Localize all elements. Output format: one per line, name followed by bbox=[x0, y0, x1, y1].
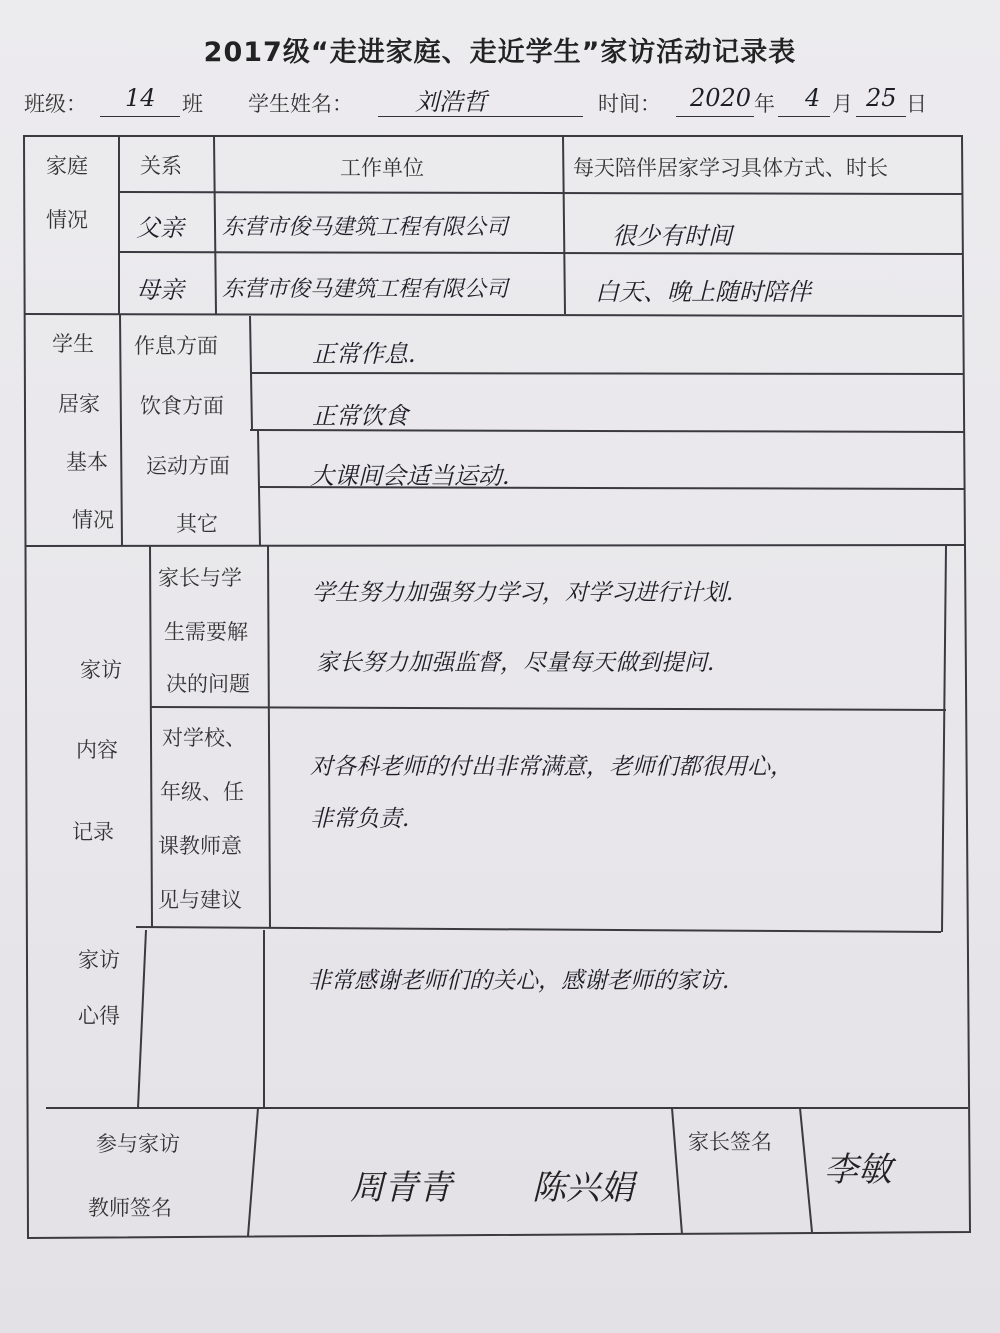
class-suffix: 班 bbox=[182, 92, 203, 116]
reflection-label-2: 心得 bbox=[78, 1004, 120, 1028]
diet-value: 正常饮食 bbox=[312, 402, 408, 430]
mother-accompany: 白天、晚上随时陪伴 bbox=[595, 278, 811, 306]
record-section-label-2: 内容 bbox=[76, 738, 118, 762]
col-work-header: 工作单位 bbox=[340, 156, 424, 180]
record-section-label-3: 记录 bbox=[72, 820, 114, 844]
problems-label-1: 家长与学 bbox=[158, 566, 242, 590]
reflection-text: 非常感谢老师们的关心，感谢老师的家访. bbox=[308, 968, 730, 994]
time-year-unit: 年 bbox=[754, 92, 775, 116]
home-section-label-3: 基本 bbox=[66, 450, 108, 474]
col-relation-header: 关系 bbox=[140, 154, 182, 178]
problems-label-3: 决的问题 bbox=[166, 672, 250, 696]
record-section-label-1: 家访 bbox=[80, 658, 122, 682]
diet-label: 饮食方面 bbox=[140, 394, 224, 418]
opinions-line-1: 对各科老师的付出非常满意，老师们都很用心， bbox=[310, 754, 793, 780]
teacher-signature-label-1: 参与家访 bbox=[96, 1132, 180, 1156]
home-section-label-1: 学生 bbox=[52, 332, 94, 356]
time-day: 25 bbox=[866, 84, 897, 112]
exercise-label: 运动方面 bbox=[146, 454, 230, 478]
teacher-signature-2: 陈兴娟 bbox=[532, 1168, 634, 1208]
time-day-unit: 日 bbox=[906, 92, 927, 116]
home-section-label-2: 居家 bbox=[58, 392, 100, 416]
home-section-label-4: 情况 bbox=[72, 508, 114, 532]
family-section-label-1: 家庭 bbox=[46, 154, 88, 178]
teacher-signature-label-2: 教师签名 bbox=[88, 1196, 172, 1220]
parent-signature: 李敏 bbox=[824, 1150, 892, 1190]
father-relation: 父亲 bbox=[136, 214, 184, 242]
opinions-label-2: 年级、任 bbox=[160, 780, 244, 804]
schedule-label: 作息方面 bbox=[134, 334, 218, 358]
other-label: 其它 bbox=[176, 512, 218, 536]
teacher-signature-1: 周青青 bbox=[350, 1168, 452, 1208]
time-label: 时间： bbox=[598, 92, 661, 116]
col-accompany-header: 每天陪伴居家学习具体方式、时长 bbox=[573, 156, 888, 180]
father-accompany: 很少有时间 bbox=[612, 222, 732, 250]
reflection-label-1: 家访 bbox=[78, 948, 120, 972]
opinions-label-4: 见与建议 bbox=[158, 888, 242, 912]
problems-line-1: 学生努力加强努力学习，对学习进行计划. bbox=[312, 580, 734, 606]
mother-work: 东营市俊马建筑工程有限公司 bbox=[222, 277, 509, 302]
parent-signature-label: 家长签名 bbox=[688, 1130, 772, 1154]
mother-relation: 母亲 bbox=[136, 276, 184, 304]
form-title: 2017级“走进家庭、走近学生”家访活动记录表 bbox=[203, 37, 797, 68]
opinions-line-2: 非常负责. bbox=[310, 806, 410, 832]
opinions-label-1: 对学校、 bbox=[162, 726, 246, 750]
exercise-value: 大课间会适当运动. bbox=[310, 462, 510, 490]
problems-line-2: 家长努力加强监督，尽量每天做到提问. bbox=[316, 650, 715, 676]
student-name-label: 学生姓名： bbox=[248, 92, 353, 116]
student-name-value: 刘浩哲 bbox=[415, 88, 487, 116]
class-label: 班级： bbox=[24, 92, 87, 116]
time-month: 4 bbox=[805, 84, 821, 112]
class-value: 14 bbox=[125, 84, 156, 112]
problems-label-2: 生需要解 bbox=[164, 620, 248, 644]
time-year: 2020 bbox=[690, 84, 752, 112]
father-work: 东营市俊马建筑工程有限公司 bbox=[222, 215, 509, 240]
family-section-label-2: 情况 bbox=[46, 208, 88, 232]
schedule-value: 正常作息. bbox=[312, 340, 416, 368]
opinions-label-3: 课教师意 bbox=[158, 834, 242, 858]
time-month-unit: 月 bbox=[832, 92, 853, 116]
